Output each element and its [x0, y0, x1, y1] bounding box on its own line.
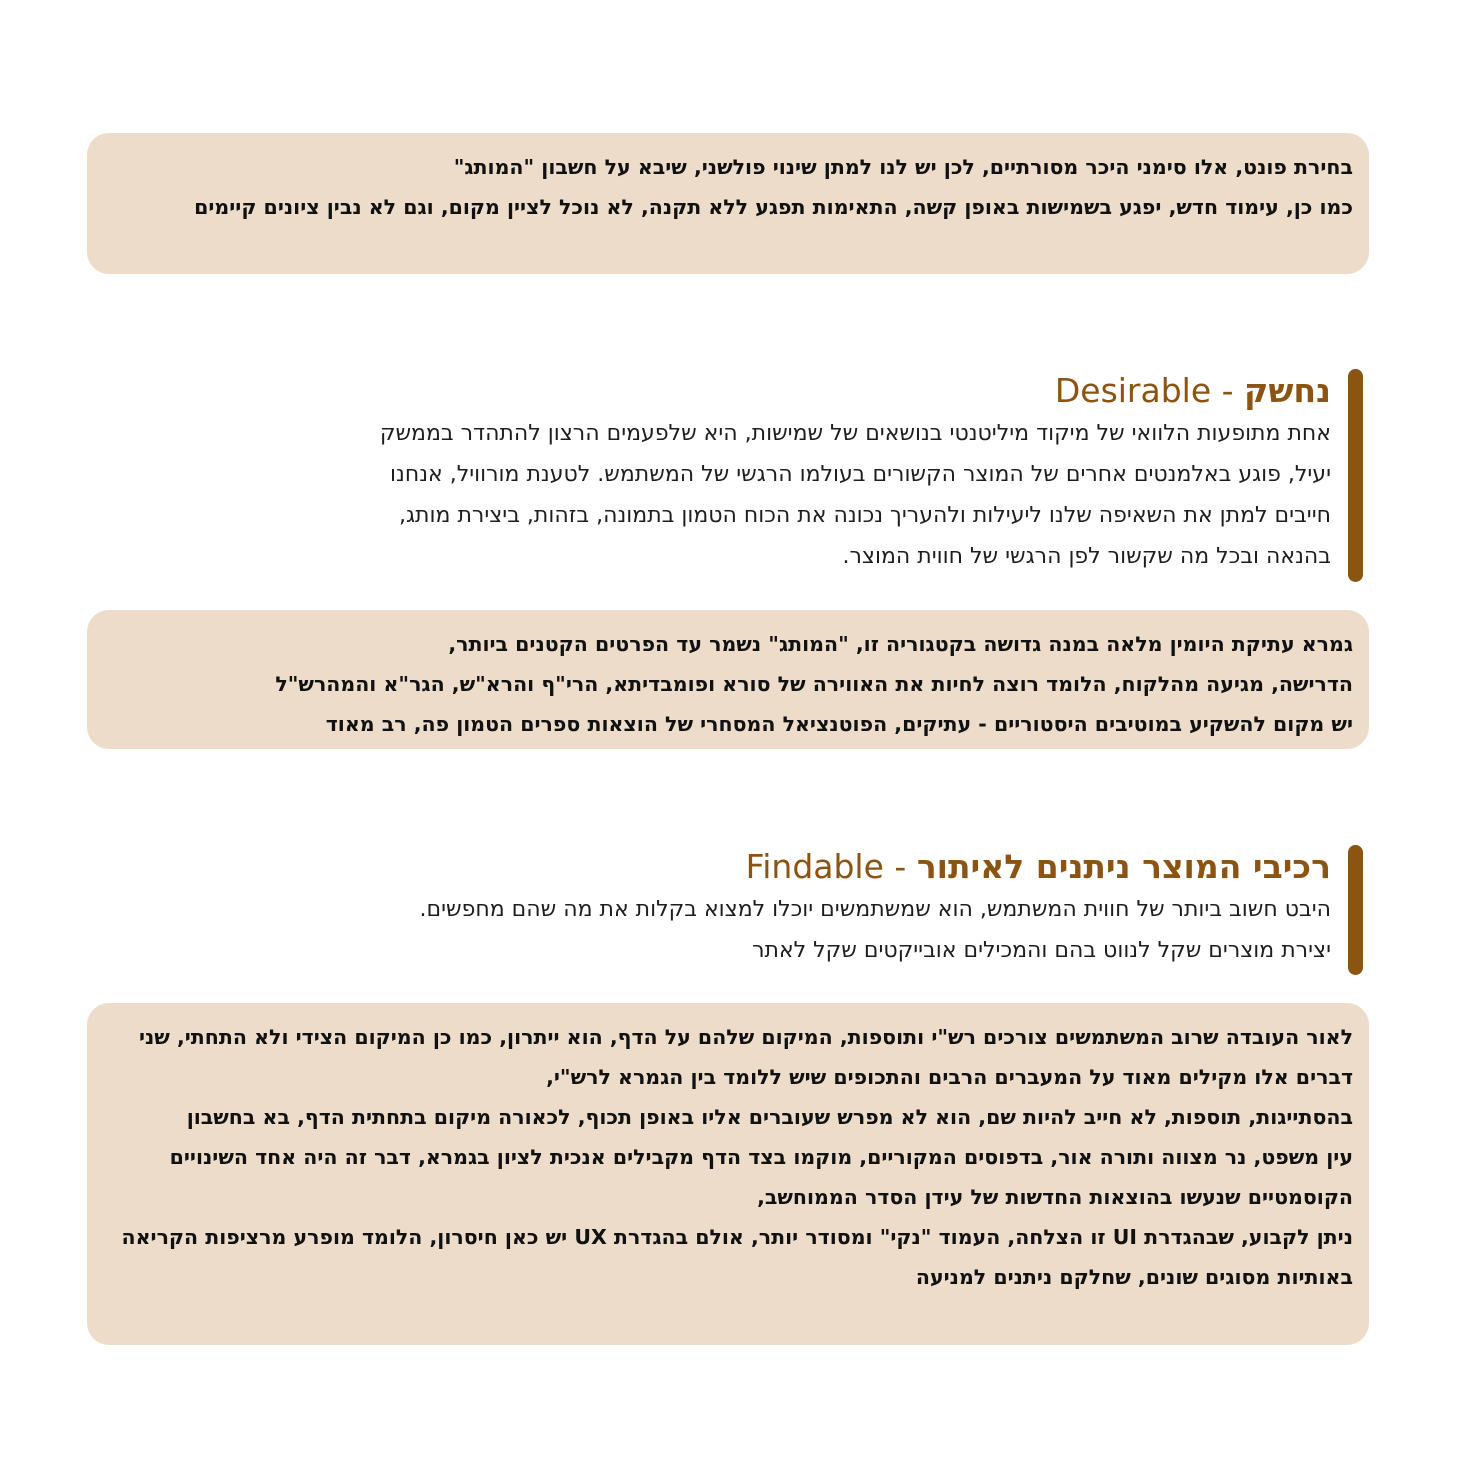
section-title-hebrew: רכיבי המוצר ניתנים לאיתור	[916, 847, 1331, 886]
section-accent-bar	[1348, 845, 1363, 975]
body-line: אחת מתופעות הלוואי של מיקוד מיליטנטי בנושאים של שמישות, היא שלפעמים הרצון להתהדר בממשק	[379, 421, 1331, 446]
note-line: עין משפט, נר מצווה ותורה אור, בדפוסים המקוריים, מוקמו בצד הדף מקבילים אנכית לציון בגמרא, דבר זה היה אחד השינויים הקוסמטיים שנעשו בהוצאות החדשות של עידן הסדר הממוחשב,	[169, 1145, 1353, 1209]
body-line: יצירת מוצרים שקל לנווט בהם והמכילים אובייקטים שקל לאתר	[752, 938, 1331, 963]
body-line: היבט חשוב ביותר של חווית המשתמש, הוא שמשתמשים יוכלו למצוא בקלות את מה שהם מחפשים.	[419, 897, 1331, 922]
note-box-font-choice	[87, 133, 1369, 274]
section-title-separator: -	[1211, 371, 1245, 410]
section-title	[160, 369, 1331, 413]
note-line: לאור העובדה שרוב המשתמשים צורכים רש"י ותוספות, המיקום שלהם על הדף, הוא ייתרון, כמו כן המיקום הצידי ולא התחתי, שני דברים אלו מקילים מאוד על המעברים הרבים והתכופים שיש ללומד בין הגמרא לרש"י,	[138, 1025, 1353, 1089]
section-content	[160, 845, 1331, 971]
section-content	[160, 369, 1331, 577]
section-title-hebrew: נחשק	[1244, 371, 1331, 410]
section-title-separator: -	[883, 847, 917, 886]
section-title-english: Findable	[745, 847, 884, 886]
section-desirable	[160, 369, 1363, 582]
section-accent-bar	[1348, 369, 1363, 582]
note-box-commentary-layout	[87, 1003, 1369, 1345]
section-findable	[160, 845, 1363, 975]
note-line: בחירת פונט, אלו סימני היכר מסורתיים, לכן יש לנו למתן שינוי פולשני, שיבא על חשבון "המותג"	[453, 155, 1353, 179]
note-line: יש מקום להשקיע במוטיבים היסטוריים - עתיקים, הפוטנציאל המסחרי של הוצאות ספרים הטמון פה, רב מאוד	[325, 712, 1353, 736]
note-line: גמרא עתיקת היומין מלאה במנה גדושה בקטגוריה זו, "המותג" נשמר עד הפרטים הקטנים ביותר,	[448, 632, 1353, 656]
note-line: ניתן לקבוע, שבהגדרת UI זו הצלחה, העמוד "נקי" ומסודר יותר, אולם בהגדרת UX יש כאן חיסרון, הלומד מופרע מרציפות הקריאה באותיות מסוגים שונים, שחלקם ניתנים למניעה	[121, 1225, 1353, 1289]
body-line: חייבים למתן את השאיפה שלנו ליעילות ולהעריך נכונה את הכוח הטמון בתמונה, בזהות, ביצירת מותג,	[399, 503, 1331, 528]
body-line: יעיל, פוגע באלמנטים אחרים של המוצר הקשורים בעולמו הרגשי של המשתמש. לטענת מורוויל, אנחנו	[390, 462, 1331, 487]
body-line: בהנאה ובכל מה שקשור לפן הרגשי של חווית המוצר.	[842, 544, 1331, 569]
note-line: בהסתייגות, תוספות, לא חייב להיות שם, הוא לא מפרש שעוברים אליו באופן תכוף, לכאורה מיקום בתחתית הדף, בא בחשבון	[186, 1105, 1353, 1129]
note-box-gemara-brand	[87, 610, 1369, 749]
note-line: הדרישה, מגיעה מהלקוח, הלומד רוצה לחיות את האווירה של סורא ופומבדיתא, הרי"ף והרא"ש, הגר"א והמהרש"ל	[275, 672, 1353, 696]
section-title	[160, 845, 1331, 889]
section-title-english: Desirable	[1054, 371, 1212, 410]
note-line: כמו כן, עימוד חדש, יפגע בשמישות באופן קשה, התאימות תפגע ללא תקנה, לא נוכל לציין מקום, וגם לא נבין ציונים קיימים	[194, 195, 1353, 219]
